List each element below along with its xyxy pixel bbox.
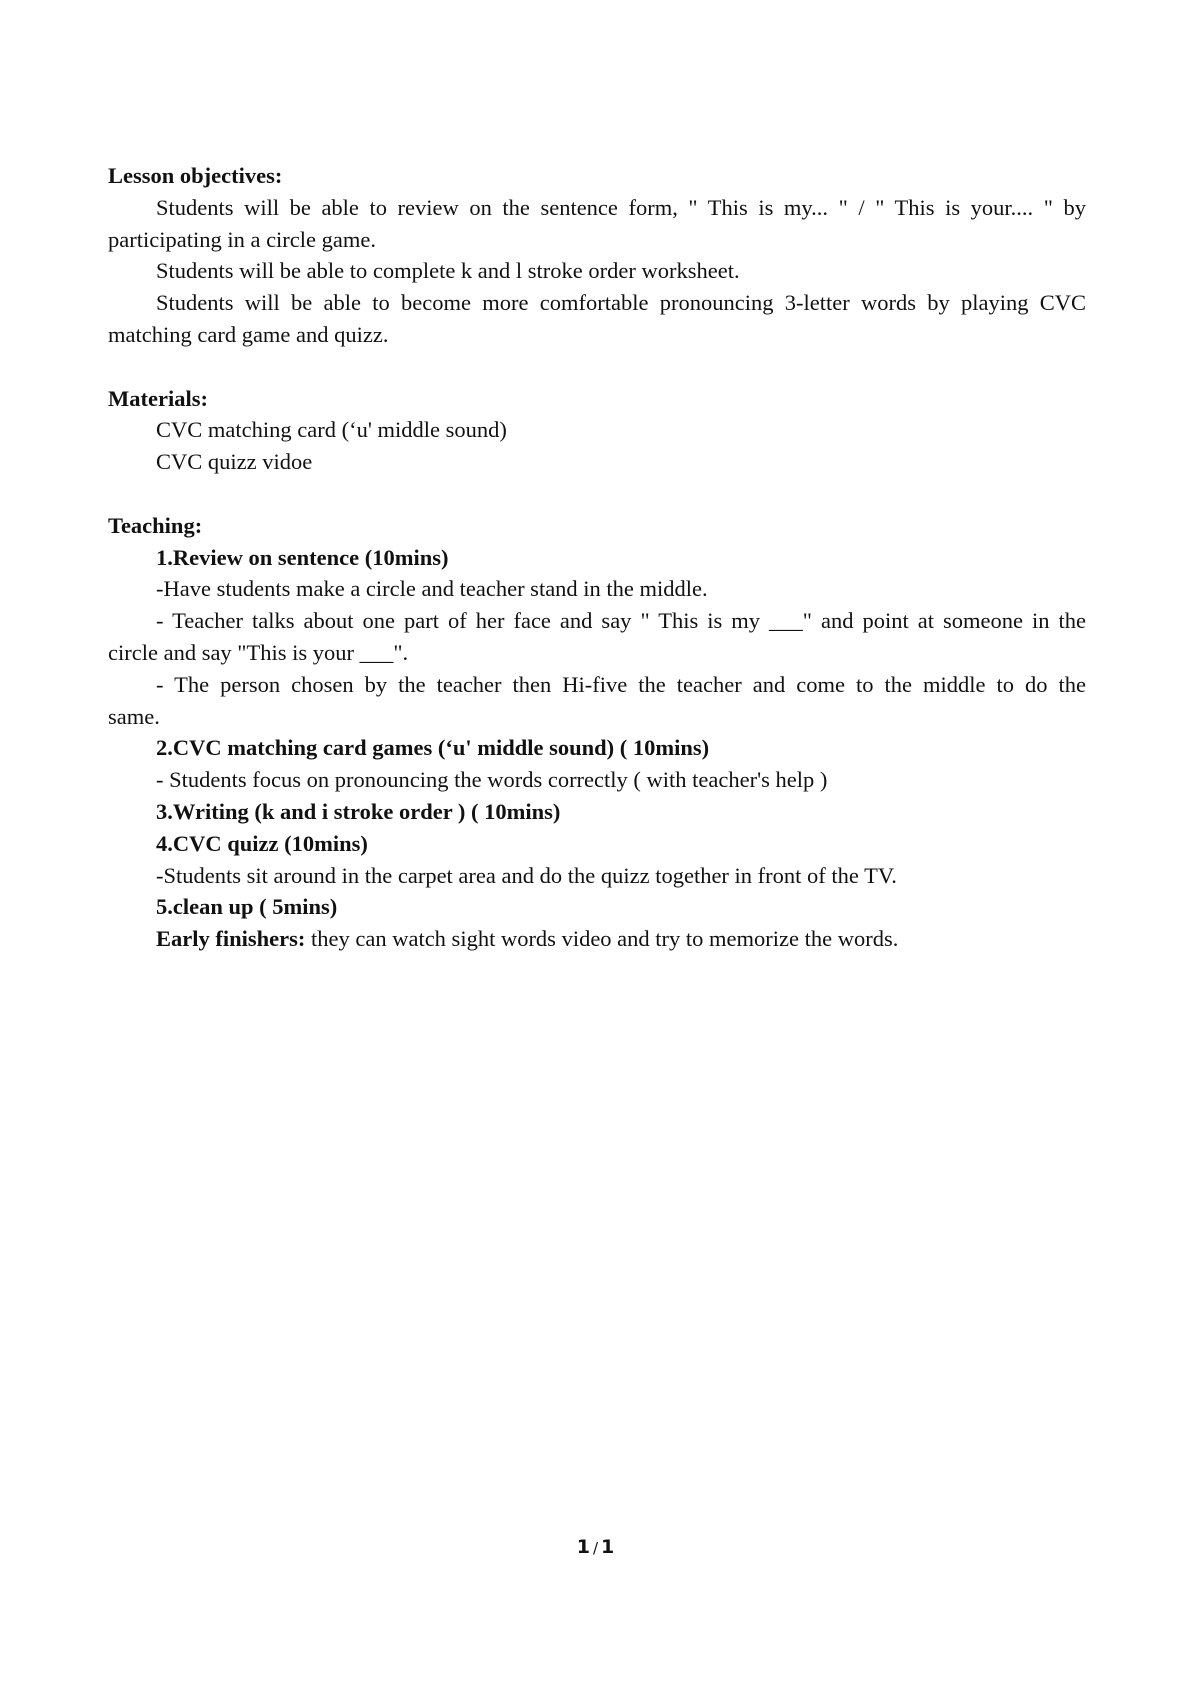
objective-text: Students will be able to review on the sentence form, " This is my... " / " This is your.... " by <box>156 194 1086 220</box>
page-separator: / <box>592 1539 599 1557</box>
teaching-section <box>108 510 1086 955</box>
step-note-continued: same. <box>108 703 160 729</box>
spacer <box>108 351 1086 383</box>
objective-text-continued: participating in a circle game. <box>108 226 377 252</box>
objective-text-continued: matching card game and quizz. <box>108 321 389 347</box>
spacer <box>108 478 1086 510</box>
early-finishers-text: they can watch sight words video and try to memorize the words. <box>305 926 899 952</box>
step-title: 2.CVC matching card games (‘u' middle sound) ( 10mins) <box>156 735 710 761</box>
step-note: -Students sit around in the carpet area and do the quizz together in front of the TV. <box>156 862 897 888</box>
step-title: 1.Review on sentence (10mins) <box>156 544 449 570</box>
lesson-plan-page <box>108 160 1086 955</box>
step-note-continued: circle and say "This is your ___". <box>108 639 409 665</box>
teaching-step <box>108 796 1086 828</box>
material-item: CVC quizz vidoe <box>156 449 313 475</box>
page-number <box>0 1536 1191 1558</box>
page-current: 1 <box>576 1536 590 1558</box>
objectives-heading: Lesson objectives: <box>108 163 283 188</box>
materials-heading: Materials: <box>108 385 208 411</box>
teaching-step <box>108 828 1086 892</box>
early-finishers-label: Early finishers: <box>156 926 306 952</box>
objective-text: Students will be able to become more comfortable pronouncing 3-letter words by playing CVC <box>156 290 1086 316</box>
teaching-step <box>108 732 1086 796</box>
step-note: - Teacher talks about one part of her face and say " This is my ___" and point at someone in the <box>156 608 1086 634</box>
materials-section <box>108 383 1086 478</box>
objective-text: Students will be able to complete k and l stroke order worksheet. <box>156 258 740 284</box>
step-note: - Students focus on pronouncing the words correctly ( with teacher's help ) <box>156 767 828 793</box>
teaching-heading: Teaching: <box>108 512 203 538</box>
objective-item <box>108 255 1086 287</box>
step-title: 4.CVC quizz (10mins) <box>156 830 368 856</box>
step-note: - The person chosen by the teacher then Hi-five the teacher and come to the middle to do the <box>156 671 1086 697</box>
material-item: CVC matching card (‘u' middle sound) <box>156 417 507 443</box>
teaching-step <box>108 542 1086 733</box>
objective-item <box>108 287 1086 351</box>
page-total: 1 <box>601 1536 615 1558</box>
step-title: 5.clean up ( 5mins) <box>156 894 338 920</box>
objective-item <box>108 192 1086 256</box>
step-note: -Have students make a circle and teacher stand in the middle. <box>156 576 708 602</box>
early-finishers <box>108 923 1086 955</box>
objectives-section <box>108 160 1086 351</box>
step-title: 3.Writing (k and i stroke order ) ( 10mins) <box>156 798 561 824</box>
teaching-step <box>108 891 1086 923</box>
